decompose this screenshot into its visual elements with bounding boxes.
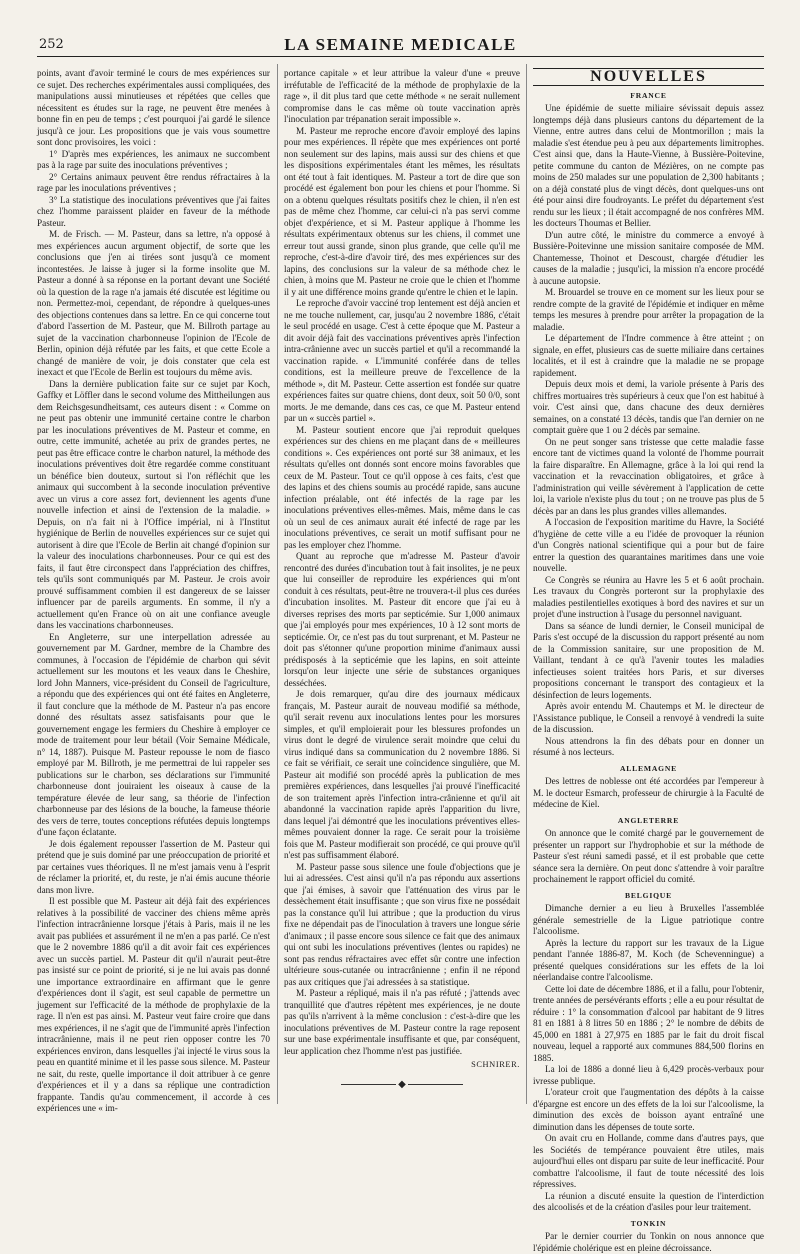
news-body — [533, 90, 764, 1254]
news-title: NOUVELLES — [533, 68, 764, 86]
news-item — [533, 621, 764, 702]
news-item — [533, 379, 764, 437]
news-item — [533, 1191, 764, 1214]
news-section-heading: BELGIQUE — [533, 890, 764, 902]
news-section-heading: FRANCE — [533, 90, 764, 102]
news-item — [533, 103, 764, 230]
paragraph: 1° D'après mes expériences, les animaux ne succombent pas à la rage par suite des inoculations préventives ; — [37, 149, 270, 172]
news-item-text: Par le dernier courrier du Tonkin on nous annonce que l'épidémie cholérique est en pleine décroissance. — [533, 1231, 764, 1253]
paragraph: M. Pasteur a répliqué, mais il n'a pas réfuté ; j'attends avec tranquillité que d'autres répètent mes expériences, je ne doute pas qu'ils n'arrivent à la même conclusion : c'est-à-dire que les inoculations préventives de M. Pasteur contre la rage reposent sur une base expérimentale insuffisante et que, par conséquent, leur application chez l'homme n'est pas justifiée. — [284, 988, 520, 1057]
news-section-heading: ANGLETERRE — [533, 815, 764, 827]
page-header — [37, 34, 764, 57]
news-item-text: La réunion a discuté ensuite la question de l'interdiction des alcoolisés et de la création d'asiles pour leur traitement. — [533, 1191, 764, 1213]
end-ornament: ◆ — [284, 1079, 520, 1091]
news-item-text: Dans sa séance de lundi dernier, le Conseil municipal de Paris s'est occupé de la discussion du rapport présenté au nom de la Commission sanitaire, sur une proposition de M. Vaillant, tendant à ce qu'à l'avenir toutes les maladies infectieuses soient traitées hors Paris, et sur diverses propositions concernant le transport des contagieux et la désinfection de leurs logements. — [533, 621, 764, 700]
news-item — [533, 736, 764, 759]
article-column-1 — [37, 68, 270, 1098]
column-rule — [277, 64, 278, 1104]
paragraph: M. Pasteur passe sous silence une foule d'objections que je lui ai adressées. C'est ainsi qu'il n'a pas répondu aux assertions que j'ai émises, à savoir que l'atténuation des virus par le dessèchement était insuffisante ; que son virus fixe ne possédait pas la constance qu'il lui attribue ; que la production du virus fixe ne dépendait pas de l'inoculation à travers une longue série d'animaux ; il passe encore sous silence ce fait que des animaux qui ont subi les inoculations préventives (lentes ou rapides) ne sont pas rendus réfractaires avec effet sûr contre une infection ultérieure sous-cutanée ou intracrânienne ; enfin il ne répond pas aux critiques que j'ai adressées à sa statistique. — [284, 862, 520, 989]
news-item-text: Après avoir entendu M. Chautemps et M. le directeur de l'Assistance publique, le Conseil a renvoyé à vendredi la suite de la discussion. — [533, 701, 764, 734]
news-item-text: On avait cru en Hollande, comme dans d'autres pays, que les Sociétés de tempérance pouvaient être utiles, mais aujourd'hui elles ont disparu par suite de leur inefficacité. Pour combattre l'alcoolisme, il faut de toute nécessité des lois répressives. — [533, 1133, 764, 1189]
news-item-text: Des lettres de noblesse ont été accordées par l'empereur à M. le docteur Esmarch, professeur de chirurgie à la Faculté de médecine de Kiel. — [533, 776, 764, 809]
paragraph: 3° La statistique des inoculations préventives que j'ai faites chez l'homme paraissent plaider en faveur de la méthode Pasteur. — [37, 195, 270, 230]
news-section-heading: TONKIN — [533, 1218, 764, 1230]
news-item — [533, 230, 764, 288]
news-item — [533, 701, 764, 736]
article-column-2 — [284, 68, 520, 1098]
news-item-text: Depuis deux mois et demi, la variole présente à Paris des chiffres mortuaires très supérieurs à ceux que l'on est habitué à voir. C'est ainsi que, dans chacune des deux dernières semaines, on a constaté 13 décès, tandis que l'an dernier on ne comptait guère que 1 ou 2 décès par semaine. — [533, 379, 764, 435]
author-signature: SCHNIRER. — [284, 1059, 520, 1071]
news-item-text: On annonce que le comité chargé par le gouvernement de présenter un rapport sur l'hydrophobie et sur la méthode de Pasteur s'est réuni samedi passé, et il est probable que cette séance sera la dernière. On peut donc s'attendre à voir paraître prochainement le rapport officiel du comité. — [533, 828, 764, 884]
news-item-text: Nous attendrons la fin des débats pour en donner un résumé à nos lecteurs. — [533, 736, 764, 758]
news-item — [533, 1133, 764, 1191]
news-item — [533, 776, 764, 811]
column-rule — [526, 64, 527, 1104]
paragraph: Quant au reproche que m'adresse M. Pasteur d'avoir rencontré des durées d'incubation tout à fait insolites, je ne peux que lui conseiller de reproduire les expériences qui m'ont conduit à ces résultats, peut-être ne trouvera-t-il plus ces durées d'incubation insolites. M. Pasteur dit encore que j'ai eu à diverses reprises des morts par septicémie. Sur 1,000 animaux que j'ai employés pour mes expériences, 10 à 12 sont morts de septicémie. Or, ce n'est pas du tout surprenant, et M. Pasteur ne doit pas s'étonner qu'une proportion minime d'animaux aussi prédisposés à la septicémie que les lapins, en soit atteinte lorsqu'on leur injecte une série de substances organiques desséchées. — [284, 551, 520, 689]
paragraph: 2° Certains animaux peuvent être rendus réfractaires à la rage par les inoculations préventives ; — [37, 172, 270, 195]
news-item — [533, 333, 764, 379]
news-item-text: L'orateur croit que l'augmentation des dépôts à la caisse d'épargne est encore un des effets de la loi sur l'alcoolisme, la diminution des excès de boisson ayant entraîné une diminution dans les dépenses de toute sorte. — [533, 1087, 764, 1132]
news-item-text: Ce Congrès se réunira au Havre les 5 et 6 août prochain. Les travaux du Congrès porteront sur la prophylaxie des maladies pestilentielles exotiques à bord des navires et sur un projet d'une instruction à l'usage du personnel naviguant. — [533, 575, 764, 620]
paragraph: En Angleterre, sur une interpellation adressée au gouvernement par M. Gardner, membre de la Chambre des communes, à l'occasion de l'épidémie de charbon qui sévit actuellement sur les moutons et les veaux dans le Cheshire, lord John Manners, vice-président du Conseil de l'agriculture, a répondu que des expériences qui ont été faites en Angleterre, il faut conclure que la méthode de M. Pasteur n'a pas encore donné des résultats assez satisfaisants pour que le gouvernement engage les fermiers du Cheshire à employer ce mode de traitement pour leur bétail (Voir Semaine Médicale, n° 14, 1887). Puisque M. Pasteur repousse le nom de fiasco employé par M. Billroth, je me permettrai de lui rappeler ses publications sur le charbon, ses déclarations sur l'immunité charbonneuse dont jouiraient les oiseaux à cause de la température élevée de leur sang, sa théorie de l'infection charbonneuse par des lésions de la bouche, la fameuse théorie des vers de terre, toutes conceptions réfutées depuis longtemps d'une façon éclatante. — [37, 632, 270, 839]
news-item-text: Après la lecture du rapport sur les travaux de la Ligue pendant l'année 1886-87, M. Koch (de Schevenningue) a présenté quelques considérations sur les effets de la loi néerlandaise contre l'alcoolisme. — [533, 938, 764, 983]
news-item-text: Dimanche dernier a eu lieu à Bruxelles l'assemblée générale semestrielle de la Ligue patriotique contre l'alcoolisme. — [533, 903, 764, 936]
paragraph: Dans la dernière publication faite sur ce sujet par Koch, Gaffky et Löffler dans le second volume des Mittheilungen aus dem Reichsgesundheitsamt, ces auteurs disent : « Comme on ne peut pas obtenir une immunité certaine contre le charbon par les inoculations préventives de M. Pasteur et comme, en outre, cette immunité, achetée au prix de grandes pertes, ne peut pas être efficace contre le charbon naturel, la méthode des inoculations préventives doit être regardée comme constituant un bénéfice bien douteux, surtout si l'on réfléchit que les animaux qui succombent à la seconde inoculation préventive avec un virus a core assez fort, deviennent les agents d'une nouvelle infection et ainsi de l'extension de la maladie. » Depuis, on n'a fait ni à l'Office impérial, ni à l'Institut hygiénique de Berlin de nouvelles expériences sur ce sujet qui autorisent à dire que l'Ecole de Berlin ait changé d'opinion sur la valeur des inoculations charbonneuses. Pour ce qui est des faits, il faut être circonspect dans l'appréciation des chiffres, tels qu'ils sont communiqués par M. Pasteur. Je crois avoir prouvé suffisamment combien il est dangereux de se laisser influencer par de pareils arguments. En somme, il n'y a actuellement qu'en France où on ait une confiance aveugle dans les vaccinations charbonneuses. — [37, 379, 270, 632]
news-item — [533, 575, 764, 621]
paragraph: points, avant d'avoir terminé le cours de mes expériences sur ce sujet. Des recherches expérimentales aussi compliquées, des manipulations aussi minutieuses et répétées que celles que nécessitent es études sur la rage, ne peuvent être menées à bonne fin en peu de temps ; c'est pourquoi j'ai gardé le silence jusqu'à ce jour. Les propositions que je vais vous soumettre sont donc provisoires, les voici : — [37, 68, 270, 149]
news-item-text: D'un autre côté, le ministre du commerce a envoyé à Bussière-Poitevinne une mission sanitaire composée de MM. Chantemesse, Thoinot et Descoust, chargée d'étudier les causes de la maladie ; jusqu'ici, la mission n'a encore procédé à aucune autopsie. — [533, 230, 764, 286]
paragraph: Le reproche d'avoir vacciné trop lentement est déjà ancien et ne me touche nullement, car, jusqu'au 2 novembre 1886, c'était le seul procédé en usage. C'est à cette époque que M. Pasteur a dit avoir déjà fait des vaccinations préventives après l'infection intra-crânienne avec un succès partiel et qu'il a recommandé la vaccination rapide. « L'immunité conférée dans de telles conditions, est la meilleure preuve de l'excellence de la méthode », dit M. Pasteur. Cette assertion est fondée sur quatre expériences faites sur quatre chiens, dont deux, soit 50 0/0, sont morts. Je me demande, dans ces cas, ce que M. Pasteur entend par un « succès partiel ». — [284, 298, 520, 425]
news-item-text: On ne peut songer sans tristesse que cette maladie fasse encore tant de victimes quand la volonté de l'homme pourrait la faire disparaître. En Allemagne, grâce à la loi qui rend la vaccination et la revaccination obligatoires, et grâce à l'administration qui veille sévèrement à l'application de cette loi, la variole n'existe plus du tout ; on ne trouve pas plus de 5 décès par an dans les plus grandes villes allemandes. — [533, 437, 764, 516]
paragraph: Il est possible que M. Pasteur ait déjà fait des expériences relatives à la possibilité de vacciner des chiens même après l'infection intracrânienne lorsque j'étais à Paris, mais il ne les avait pas publiées et assurément il ne m'en a pas parlé. Ce n'est que le 2 novembre 1886 qu'il a dit avoir fait ces expériences avec un succès partiel. M. Pasteur dit qu'il n'aurait peut-être pas insisté sur ce point de priorité, si je ne lui avais pas donné une importance extraordinaire en affirmant que le genre d'expériences dont il s'agit, est seul capable de permettre un jugement sur l'efficacité de la méthode de prophylaxie de la rage. Il n'en est pas ainsi. M. Pasteur veut faire croire que dans mes expériences, il ne s'agit que de l'immunité après l'infection intracrânienne, mais il ne peut rien opposer contre les 70 expériences environ, dans lesquelles j'ai injecté le virus sous la peau en quantité minime et il les passe sous silence. M. Pasteur ne sait, du reste, quelle importance il doit attribuer à ce genre d'expériences et il y a dans sa réplique une contradiction frappante. Tandis qu'au commencement, il accorde à ces expériences une « im- — [37, 896, 270, 1115]
news-item — [533, 437, 764, 518]
news-item — [533, 1064, 764, 1087]
news-item-text: Une épidémie de suette miliaire sévissait depuis assez longtemps déjà dans plusieurs cantons du département de la Vienne, entre autres dans celui de Montmorillon ; mais la maladie s'est étendue peu à peu aux départements limitrophes. C'est ainsi que, dans la Haute-Vienne, à Bussière-Poitevine, petite commune du canton de Mézières, on ne compte pas moins de 250 malades sur une population de 2,300 habitants ; on a déjà constaté plus de vingt décès, dont quelques-uns ont été pour ainsi dire foudroyants. Le préfet du département s'est rendu sur les lieux ; il était accompagné de nos confrères MM. les docteurs Thoumas et Bellier. — [533, 103, 764, 228]
news-item-text: M. Brouardel se trouve en ce moment sur les lieux pour se rendre compte de la gravité de l'épidémie et indiquer en même temps les mesures à prendre pour arrêter la propagation de la maladie. — [533, 287, 764, 332]
paragraph: Je dois également repousser l'assertion de M. Pasteur qui prétend que je suis dominé par une préoccupation de priorité et par certaines vues théoriques. Il ne m'est jamais venu à l'esprit de réclamer la priorité, et, du reste, je n'ai émis aucune théorie dans mon livre. — [37, 839, 270, 897]
news-section-heading: ALLEMAGNE — [533, 763, 764, 775]
paragraph: M. de Frisch. — M. Pasteur, dans sa lettre, n'a opposé à mes expériences aucun argument objectif, de sorte que les conclusions que j'en ai tirées sont jusqu'à ce moment incontestées. Je laisse à juger si la forme insolite que M. Pasteur a donné à sa réponse en la portant devant une Société où la question de la rage n'a jamais été discutée est légitime ou non. Permettez-moi, cependant, de répondre à quelques-unes des objections contenues dans sa lettre. En ce qui concerne tout d'abord l'assertion de M. Pasteur, que M. Billroth partage au sujet de la vaccination charbonneuse l'opinion de l'Ecole de Berlin, opinion déjà réfutée par les faits, et que cette Ecole a changé de manière de voir, je dois constater que cela est inexact et que l'Ecole de Berlin est toujours du même avis. — [37, 229, 270, 379]
page-number: 252 — [39, 37, 64, 52]
paragraph: M. Pasteur soutient encore que j'ai reproduit quelques expériences sur des chiens en me plaçant dans de « meilleures conditions ». Ces expériences ont porté sur 38 animaux, et les résultats qu'elles ont donnés sont encore moins favorables que ceux de M. Pasteur. Tout ce qu'il oppose à ces faits, c'est que des lapins et des chiens soumis au procédé rapide, sans aucune infection préalable, ont été infectés de la rage par les inoculations préventives elles-mêmes. Mais, même dans le cas où un seul de ces animaux aurait été infecté de rage par les inoculations préventives, ce serait un motif suffisant pour ne pas les employer chez l'homme. — [284, 425, 520, 552]
news-item — [533, 984, 764, 1065]
paragraph: portance capitale » et leur attribue la valeur d'une « preuve irréfutable de l'efficacité de la méthode de prophylaxie de la rage », il dit plus tard que cette méthode « ne serait nullement compromise dans le cas même où toute vaccination après l'inoculation par trépanation serait impossible ». — [284, 68, 520, 126]
news-item — [533, 1231, 764, 1254]
news-item — [533, 903, 764, 938]
journal-title: LA SEMAINE MEDICALE — [37, 35, 764, 55]
news-item-text: A l'occasion de l'exposition maritime du Havre, la Société d'hygiène de cette ville a eu l'idée de provoquer la réunion d'un Congrès national scientifique qui a pour but de faire entrer la question des quarantaines maritimes dans une voie nouvelle. — [533, 517, 764, 573]
news-item — [533, 828, 764, 886]
news-item — [533, 517, 764, 575]
news-item — [533, 938, 764, 984]
news-item-text: La loi de 1886 a donné lieu à 6,429 procès-verbaux pour ivresse publique. — [533, 1064, 764, 1086]
news-item — [533, 287, 764, 333]
news-item — [533, 1087, 764, 1133]
paragraph: Je dois remarquer, qu'au dire des journaux médicaux français, M. Pasteur aurait de nouveau modifié sa méthode, qu'il serait revenu aux inoculations lentes pour les morsures simples, et qu'il emploierait pour les blessures profondes un virus dont le degré de virulence serait moindre que celui du virus indiqué dans sa communication du 2 novembre 1886. Si ce fait se vérifiait, ce serait une coïncidence singulière, que M. Pasteur ait modifié son procédé après la publication de mes premières expériences, dans lesquelles j'ai prouvé l'inefficacité de son traitement après l'infection intra-crânienne et qu'il ait abandonné la vaccination rapide après l'apparition du livre, dans lequel j'ai démontré que les inoculations préventives elles-mêmes pouvaient donner la rage. Ce serait pour la troisième fois que M. Pasteur modifierait son procédé, ce qui prouve qu'il n'est pas suffisamment élaboré. — [284, 689, 520, 862]
news-item-text: Le département de l'Indre commence à être atteint ; on signale, en effet, plusieurs cas de suette miliaire dans certaines localités, et il est à craindre que la maladie ne se propage rapidement. — [533, 333, 764, 378]
news-column — [533, 68, 764, 1098]
news-item-text: Cette loi date de décembre 1886, et il a fallu, pour l'obtenir, trente années de persévérants efforts ; elle a eu pour résultat de réduire : 1° la consommation d'alcool par habitant de 9 litres 81 en 1881 à 8 litres 50 en 1886 ; 2° le nombre de débits de 45,000 en 1881 à 27,975 en 1885 par le fait du droit fiscal nouveau, lequel a rapporté aux communes 884,500 florins en 1885. — [533, 984, 764, 1063]
paragraph: M. Pasteur me reproche encore d'avoir employé des lapins pour mes expériences. Il répète que mes expériences ont porté non seulement sur des lapins, mais aussi sur des chiens et que les dispositions expérimentales étant les mêmes, les résultats ont été tout à fait identiques. M. Pasteur a tort de dire que son procédé est également bon pour les chiens et pour l'homme. Si on a obtenu quelques résultats positifs chez le chien, il n'en est pas de même chez l'homme, car celui-ci n'a pas servi comme objet d'expérience, et si M. Pasteur applique à l'homme les résultats expérimentaux obtenus sur les chiens, il commet une erreur tout aussi grande, sinon plus grande, que celle qu'il me reproche, c'est-à-dire d'avoir tiré, des mes expériences sur des lapins, des conclusions sur la valeur de sa méthode chez le chien, à moins que M. Pasteur ne croie que le chien et l'homme il y ait une différence moins grande qu'entre le chien et le lapin. — [284, 126, 520, 299]
